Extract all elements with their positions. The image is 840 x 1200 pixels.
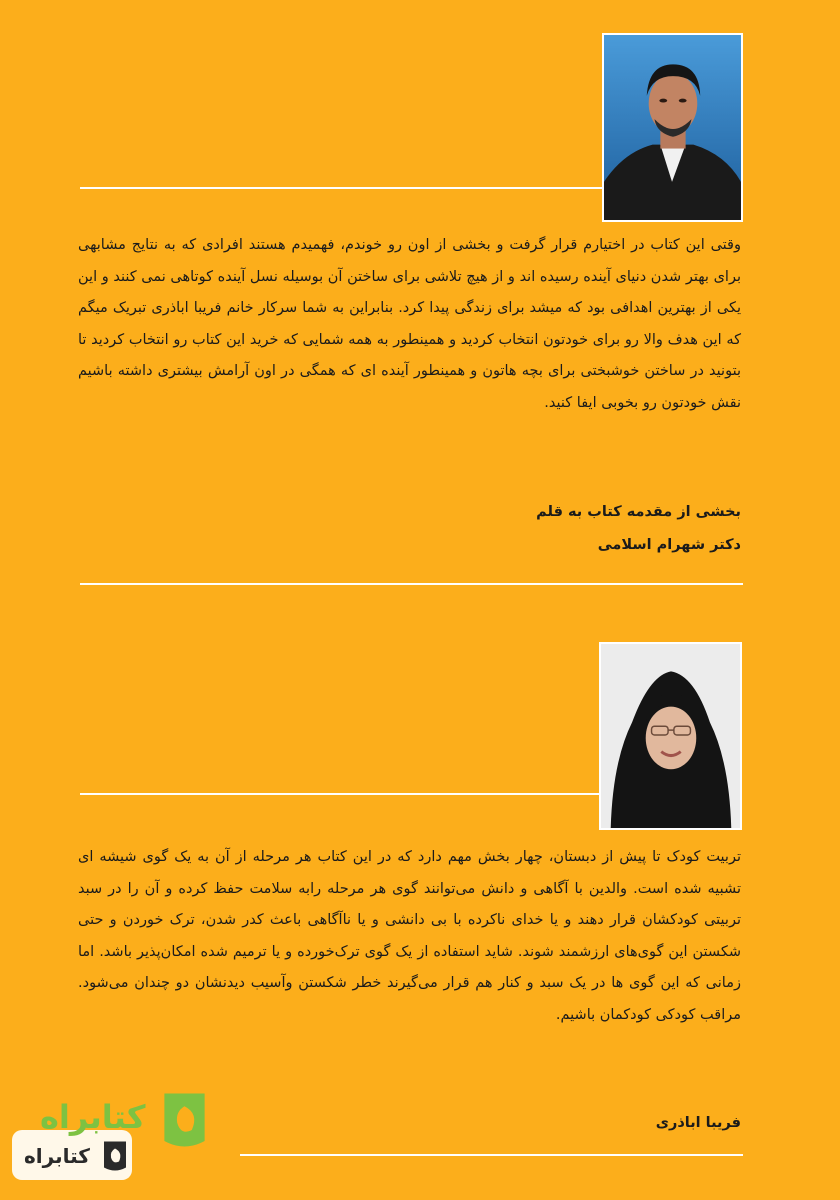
author-signature: فریبا اباذری	[655, 1115, 741, 1131]
divider-line-2	[80, 583, 743, 585]
divider-line-1	[80, 187, 602, 189]
divider-line-4	[240, 1154, 743, 1156]
foreword-signature-line-1: بخشی از مقدمه کتاب به قلم	[536, 504, 741, 520]
author-photo-fariba-abazari	[599, 642, 742, 830]
bookmark-leaf-icon-small	[100, 1138, 130, 1174]
author-photo-shahram-eslami	[602, 33, 743, 222]
logo-brand-name-small: کتابراه	[24, 1144, 90, 1168]
divider-line-3	[80, 793, 599, 795]
foreword-paragraph: وقتی این کتاب در اختیارم قرار گرفت و بخشی از اون رو خوندم، فهمیدم هستند افرادی که به نتایج مشابهی برای بهتر شدن دنیای آینده رسیده اند و از هیچ تلاشی برای ساختن آن بوسیله نسل آینده کوتاهی نمی کنند و این یکی از بهترین اهدافی بود که میشد برای زندگی پیدا کرد. بنابراین به شما سرکار خانم فریبا اباذری تبریک میگم که این هدف والا رو برای خودتون انتخاب کردید و همینطور به همه شمایی که خرید این کتاب رو انتخاب کردید تا بتونید در ساختن خوشبختی برای بچه هاتون و همینطور آینده ای که همگی در اون آرامش بیشتری داشته باشیم نقش خودتون رو بخوبی ایفا کنید.	[78, 237, 741, 411]
portrait-woman-image	[601, 644, 740, 828]
bookmark-leaf-icon	[157, 1088, 212, 1152]
foreword-signature-line-2: دکتر شهرام اسلامی	[597, 537, 741, 553]
portrait-man-image	[604, 35, 741, 220]
back-cover-paragraph: تربیت کودک تا پیش از دبستان، چهار بخش مهم دارد که در این کتاب هر مرحله از آن به یک گوی شیشه ای تشبیه شده است. والدین با آگاهی و دانش می‌توانند گوی هر مرحله رابه سلامت حفظ کرده و آن را در سبد تربیتی کودکشان قرار دهند و یا خدای ناکرده با بی دانشی و یا ناآگاهی باعث کدر شدن، ترک خوردن و حتی شکستن این گوی‌های ارزشمند شوند. شاید استفاده از یک گوی ترک‌خورده و یا ترمیم شده امکان‌پذیر باشد. اما زمانی که این گوی ها در یک سبد و کنار هم قرار می‌گیرند خطر شکستن وآسیب دیدنشان دو چندان می‌شود. مراقب کودکی کودکمان باشیم.	[78, 849, 741, 1023]
logo-brand-name: کتابراه	[40, 1098, 146, 1136]
ketabrah-logo	[12, 1088, 212, 1193]
